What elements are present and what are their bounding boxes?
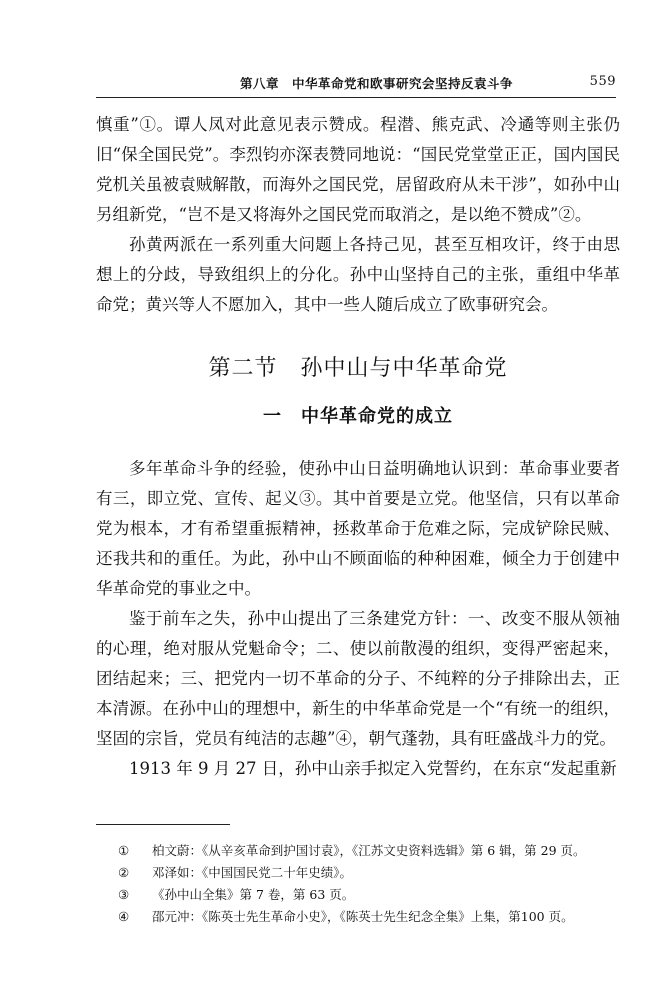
header-divider [96, 97, 616, 98]
paragraph: 孙黄两派在一系列重大问题上各持己见，甚至互相攻讦，终于由思想上的分歧，导致组织上的分化。孙中山坚持自己的主张，重组中华革命党；黄兴等人不愿加入，其中一些人随后成立了欧事研究会。 [96, 235, 620, 314]
page-body [96, 110, 620, 784]
footnote-text: 邓泽如：《中国国民党二十年史绩》。 [152, 865, 353, 880]
footnote-text: 柏文蔚：《从辛亥革命到护国讨袁》，《江苏文史资料选辑》第 6 辑，第 29 页。 [152, 843, 586, 858]
paragraph: 鉴于前车之失，孙中山提出了三条建党方针：一、改变不服从领袖的心理，绝对服从党魁命令；二、使以前散漫的组织，变得严密起来，团结起来；三、把党内一切不革命的分子、不纯粹的分子排除出去，正本清源。在孙中山的理想中，新生的中华革命党是一个“有统一的组织，坚固的宗旨，党员有纯洁的志趣”④，朝气蓬勃，具有旺盛战斗力的党。 [96, 609, 620, 748]
footnote-text: 邵元冲：《陈英士先生革命小史》，《陈英士先生纪念全集》上集，第100 页。 [152, 909, 574, 924]
page-number: 559 [589, 74, 616, 89]
footnote [118, 862, 618, 884]
chapter-title: 第八章 中华革命党和欧事研究会坚持反袁斗争 [240, 76, 514, 91]
paragraph: 多年革命斗争的经验，使孙中山日益明确地认识到：革命事业要者有三，即立党、宣传、起义③。其中首要是立党。他坚信，只有以革命党为根本，才有希望重振精神，拯救革命于危难之际，完成铲除民贼、还我共和的重任。为此，孙中山不顾面临的种种困难，倾全力于创建中华革命党的事业之中。 [96, 459, 620, 598]
footnote-mark: ① [118, 843, 130, 858]
footnote-text: 《孙中山全集》第 7 卷，第 63 页。 [152, 887, 355, 902]
footnote-mark: ③ [118, 887, 130, 902]
footnote [118, 906, 618, 928]
footnotes [118, 840, 618, 928]
section-title: 第二节 孙中山与中华革命党 [208, 356, 508, 381]
paragraph: 慎重”①。谭人凤对此意见表示赞成。程潜、熊克武、冷遹等则主张仍旧“保全国民党”。李烈钧亦深表赞同地说：“国民党堂堂正正，国内国民党机关虽被袁贼解散，而海外之国民党，居留政府从未干涉”，如孙中山另组新党，“岂不是又将海外之国民党而取消之，是以绝不赞成”②。 [96, 115, 620, 224]
footnote [118, 884, 618, 906]
subsection-title: 一 中华革命党的成立 [263, 406, 453, 427]
footnote [118, 840, 618, 862]
footnote-mark: ② [118, 865, 130, 880]
footnote-mark: ④ [118, 909, 130, 924]
footnote-divider [96, 824, 230, 825]
paragraph: 1913 年 9 月 27 日，孙中山亲手拟定入党誓约，在东京“发起重新 [129, 759, 617, 778]
